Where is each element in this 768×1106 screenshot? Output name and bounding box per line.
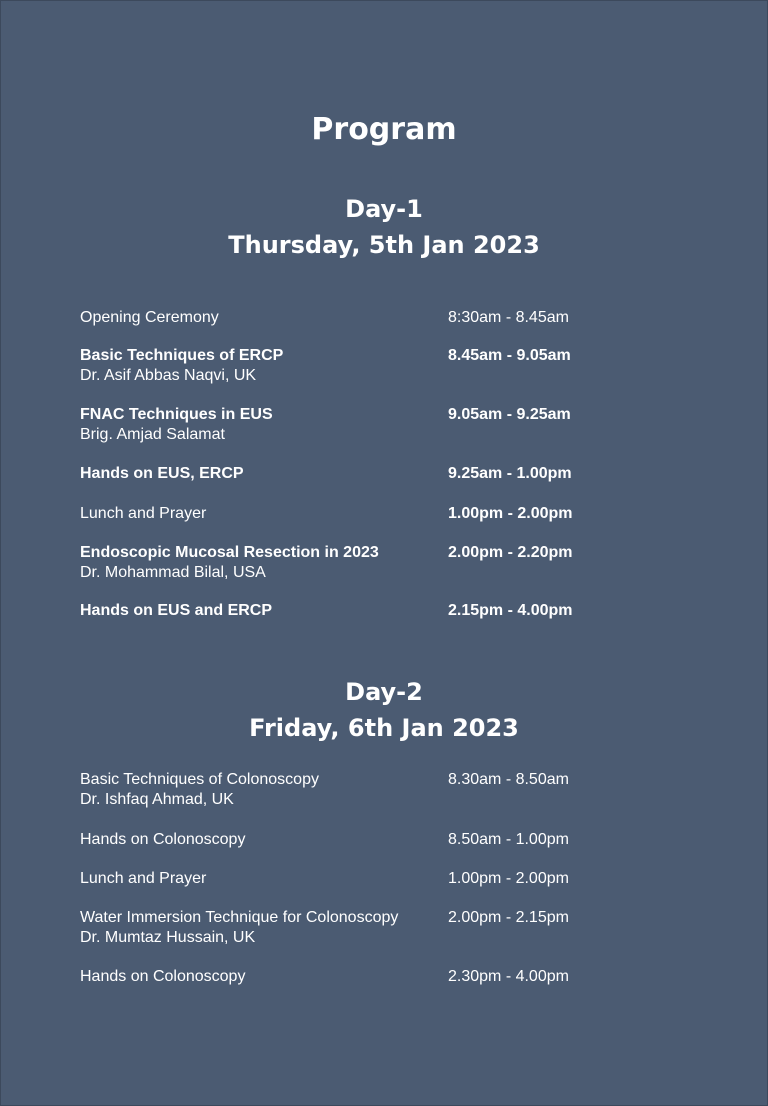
session-topic: Basic Techniques of Colonoscopy <box>80 771 319 788</box>
session-topic: Hands on EUS, ERCP <box>80 465 244 482</box>
session-speaker: Dr. Mohammad Bilal, USA <box>80 564 266 581</box>
session-speaker: Dr. Asif Abbas Naqvi, UK <box>80 367 257 384</box>
session-time: 1.00pm - 2.00pm <box>448 870 569 887</box>
session-topic: Hands on EUS and ERCP <box>80 602 273 619</box>
session-time: 1.00pm - 2.00pm <box>448 505 573 522</box>
day2-date: Friday, 6th Jan 2023 <box>249 714 519 742</box>
session-speaker: Dr. Mumtaz Hussain, UK <box>80 929 256 946</box>
day1-date: Thursday, 5th Jan 2023 <box>228 231 540 259</box>
session-time: 2.00pm - 2.15pm <box>448 909 569 926</box>
session-topic: Water Immersion Technique for Colonoscopy <box>80 909 399 926</box>
session-time: 8.50am - 1.00pm <box>448 831 569 848</box>
session-speaker: Brig. Amjad Salamat <box>80 426 225 443</box>
session-topic: Basic Techniques of ERCP <box>80 347 284 364</box>
session-topic: Lunch and Prayer <box>80 505 207 522</box>
session-time: 9.25am - 1.00pm <box>448 465 572 482</box>
session-speaker: Dr. Ishfaq Ahmad, UK <box>80 791 234 808</box>
session-topic: Hands on Colonoscopy <box>80 831 246 848</box>
day1-label: Day-1 <box>345 195 423 223</box>
day2-label: Day-2 <box>345 678 423 706</box>
session-topic: Opening Ceremony <box>80 309 219 326</box>
page-title: Program <box>311 112 457 147</box>
session-time: 2.00pm - 2.20pm <box>448 544 573 561</box>
session-topic: Lunch and Prayer <box>80 870 207 887</box>
session-topic: FNAC Techniques in EUS <box>80 406 273 423</box>
session-time: 9.05am - 9.25am <box>448 406 571 423</box>
session-topic: Endoscopic Mucosal Resection in 2023 <box>80 544 379 561</box>
session-topic: Hands on Colonoscopy <box>80 968 246 985</box>
session-time: 8.45am - 9.05am <box>448 347 571 364</box>
session-time: 2.15pm - 4.00pm <box>448 602 573 619</box>
session-time: 2.30pm - 4.00pm <box>448 968 569 985</box>
session-time: 8:30am - 8.45am <box>448 309 569 326</box>
session-time: 8.30am - 8.50am <box>448 771 569 788</box>
